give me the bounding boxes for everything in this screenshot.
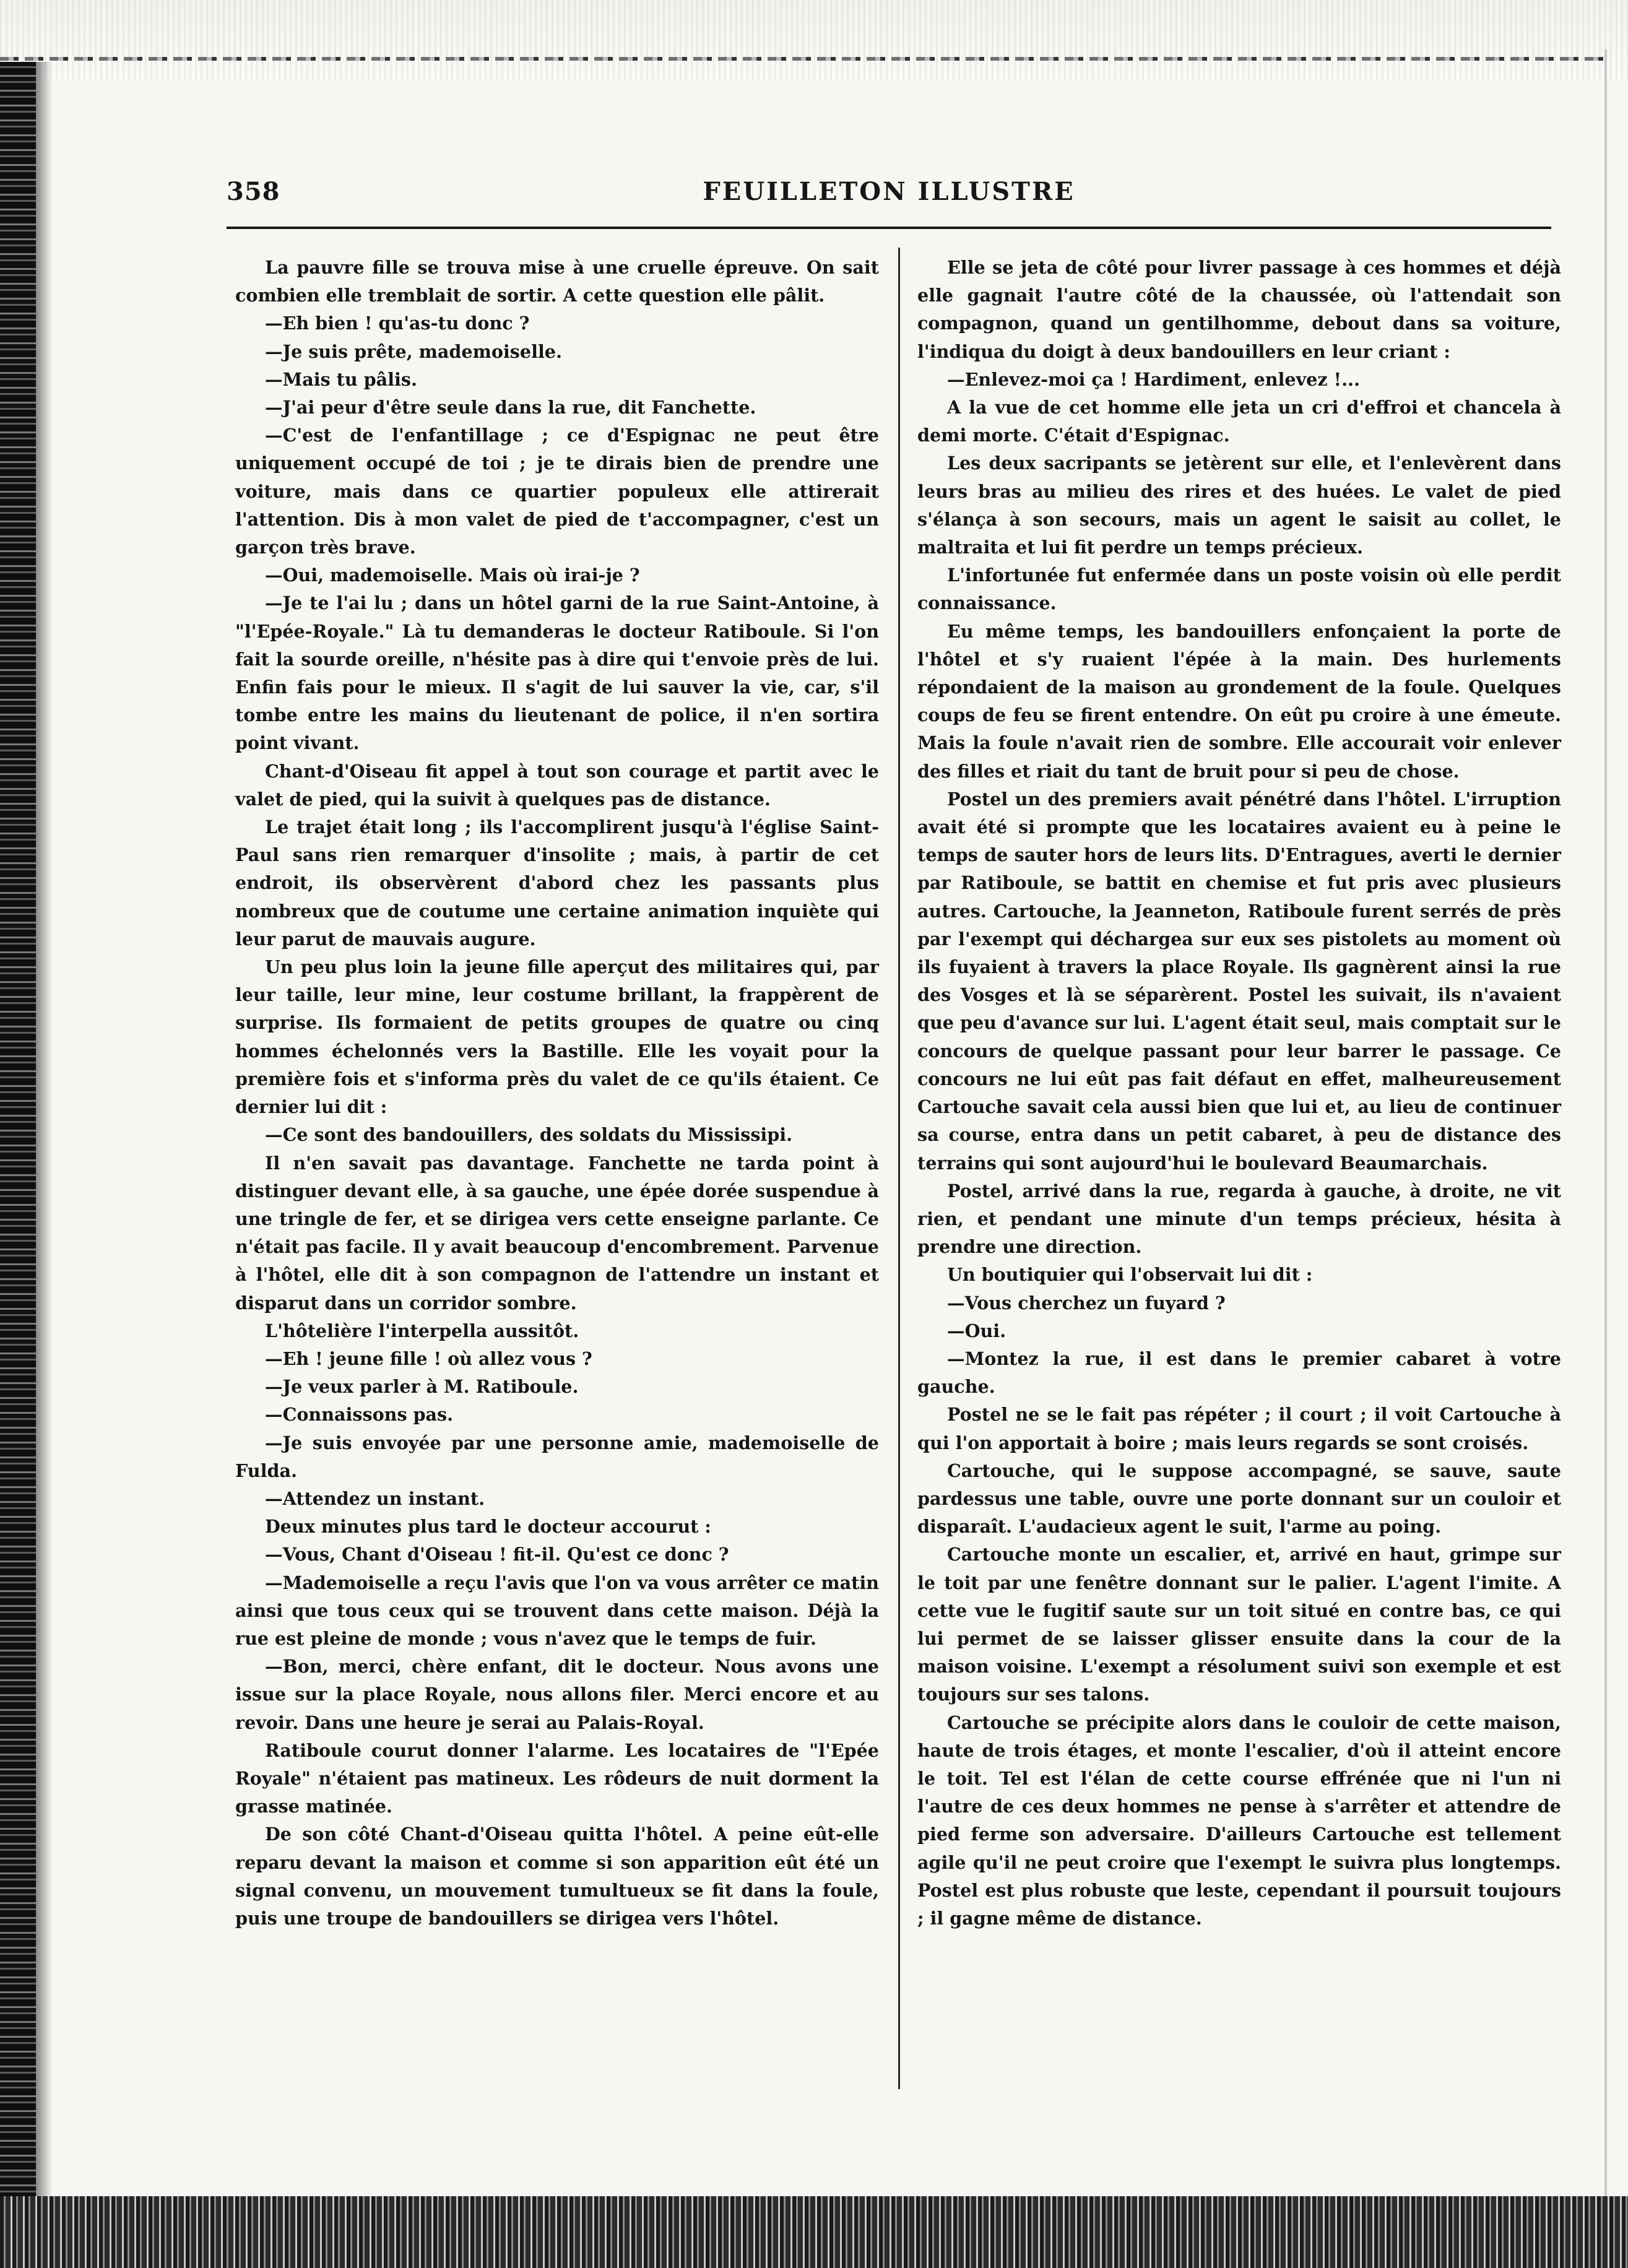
page-number: 358: [227, 177, 280, 206]
text-column-left: [235, 254, 879, 1933]
paragraph: —Mademoiselle a reçu l'avis que l'on va vous arrêter ce matin ainsi que tous ceux qui se trouvent dans cette maison. Déjà la rue est pleine de monde ; vous n'avez que le temps de fuir.: [235, 1572, 879, 1649]
paragraph: —Oui, mademoiselle. Mais où irai-je ?: [265, 565, 640, 586]
scan-left-shadow: [36, 62, 52, 2268]
paragraph: —Eh ! jeune fille ! où allez vous ?: [265, 1348, 592, 1369]
paragraph: Eu même temps, les bandouillers enfonçaient la porte de l'hôtel et s'y ruaient l'épée à la main. Des hurlements répondaient de la maison au grondement de la foule. Quelques coups de feu se firent entendre. On eût pu croire à une émeute. Mais la foule n'avait rien de sombre. Elle accourait voir enlever des filles et riait du tant de bruit pour si peu de chose.: [917, 620, 1561, 782]
paragraph: —Eh bien ! qu'as-tu donc ?: [265, 313, 530, 334]
paragraph: De son côté Chant-d'Oiseau quitta l'hôtel. A peine eût-elle reparu devant la maison et comme si son apparition eût été un signal convenu, un mouvement tumultueux se fit dans la foule, puis une troupe de bandouillers se dirigea vers l'hôtel.: [235, 1824, 879, 1929]
paragraph: —Je suis prête, mademoiselle.: [265, 340, 562, 362]
paragraph: —Oui.: [947, 1320, 1007, 1341]
paragraph: —Vous, Chant d'Oiseau ! fit-il. Qu'est ce donc ?: [265, 1544, 729, 1565]
paragraph: —Vous cherchez un fuyard ?: [947, 1292, 1226, 1314]
paragraph: —Bon, merci, chère enfant, dit le docteur. Nous avons une issue sur la place Royale, nous allons filer. Merci encore et au revoir. Dans une heure je serai au Palais-Royal.: [235, 1656, 879, 1733]
paragraph: —Je suis envoyée par une personne amie, mademoiselle de Fulda.: [235, 1432, 879, 1481]
paragraph: Cartouche monte un escalier, et, arrivé en haut, grimpe sur le toit par une fenêtre donnant sur le palier. L'agent l'imite. A cette vue le fugitif saute sur un toit situé en contre bas, ce qui lui permet de se laisser glisser ensuite dans la cour de la maison voisine. L'exempt a résolument suivi son exemple et est toujours sur ses talons.: [917, 1544, 1561, 1705]
page-header: [227, 177, 1551, 214]
paragraph: —Enlevez-moi ça ! Hardiment, enlevez !...: [947, 368, 1360, 390]
paragraph: Chant-d'Oiseau fit appel à tout son courage et partit avec le valet de pied, qui la suivit à quelques pas de distance.: [235, 760, 879, 810]
paragraph: —Attendez un instant.: [265, 1487, 485, 1509]
header-rule: [227, 227, 1551, 229]
paragraph: —Ce sont des bandouillers, des soldats du Mississipi.: [265, 1124, 793, 1146]
paragraph: Un boutiquier qui l'observait lui dit :: [947, 1264, 1313, 1286]
paragraph: Ratiboule courut donner l'alarme. Les locataires de "l'Epée Royale" n'étaient pas matineux. Les rôdeurs de nuit dorment la grasse matinée.: [235, 1739, 879, 1817]
paragraph: L'infortunée fut enfermée dans un poste voisin où elle perdit connaissance.: [917, 565, 1561, 614]
paragraph: —Je te l'ai lu ; dans un hôtel garni de la rue Saint-Antoine, à "l'Epée-Royale." Là tu demanderas le docteur Ratiboule. Si l'on fait la sourde oreille, n'hésite pas à dire qui t'envoie près de lui. Enfin fais pour le mieux. Il s'agit de lui sauver la vie, car, s'il tombe entre les mains du lieutenant de police, il n'en sortira point vivant.: [235, 592, 879, 754]
paragraph: Cartouche, qui le suppose accompagné, se sauve, saute pardessus une table, ouvre une porte donnant sur un couloir et disparaît. L'audacieux agent le suit, l'arme au poing.: [917, 1460, 1561, 1538]
paragraph: —Je veux parler à M. Ratiboule.: [265, 1376, 579, 1398]
scan-right-edge: [1604, 50, 1607, 2197]
scan-bottom-edge: [0, 2196, 1628, 2268]
paragraph: Deux minutes plus tard le docteur accourut :: [265, 1516, 711, 1538]
scan-top-edge: [0, 0, 1628, 80]
paragraph: —C'est de l'enfantillage ; ce d'Espignac ne peut être uniquement occupé de toi ; je te dirais bien de prendre une voiture, mais dans ce quartier populeux elle attirerait l'attention. Dis à mon valet de pied de t'accompagner, c'est un garçon très brave.: [235, 425, 879, 558]
column-divider: [898, 248, 900, 2089]
paragraph: Postel, arrivé dans la rue, regarda à gauche, à droite, ne vit rien, et pendant une minute d'un temps précieux, hésita à prendre une direction.: [917, 1180, 1561, 1258]
paragraph: Le trajet était long ; ils l'accomplirent jusqu'à l'église Saint-Paul sans rien remarquer d'insolite ; mais, à partir de cet endroit, ils observèrent d'abord chez les passants plus nombreux que de coutume une certaine animation inquiète qui leur parut de mauvais augure.: [235, 816, 879, 950]
paragraph: Elle se jeta de côté pour livrer passage à ces hommes et déjà elle gagnait l'autre côté de la chaussée, où l'attendait son compagnon, quand un gentilhomme, debout dans sa voiture, l'indiqua du doigt à deux bandouillers en leur criant :: [917, 257, 1561, 362]
paragraph: Postel un des premiers avait pénétré dans l'hôtel. L'irruption avait été si prompte que les locataires avaient eu à peine le temps de sauter hors de leurs lits. D'Entragues, averti le dernier par Ratiboule, se battit en chemise et fut pris avec plusieurs autres. Cartouche, la Jeanneton, Ratiboule furent serrés de près par l'exempt qui déchargea sur eux ses pistolets au moment où ils fuyaient à travers la place Royale. Ils gagnèrent ainsi la rue des Vosges et là se séparèrent. Postel les suivait, ils n'avaient que peu d'avance sur lui. L'agent était seul, mais comptait sur le concours de quelque passant pour leur barrer le passage. Ce concours ne lui eût pas fait défaut en effet, malheureusement Cartouche savait cela aussi bien que lui et, au lieu de continuer sa course, entra dans un petit cabaret, à peu de distance des terrains qui sont aujourd'hui le boulevard Beaumarchais.: [917, 788, 1561, 1174]
paragraph: Un peu plus loin la jeune fille aperçut des militaires qui, par leur taille, leur mine, leur costume brillant, la frappèrent de surprise. Ils formaient de petits groupes de quatre ou cinq hommes échelonnés vers la Bastille. Elle les voyait pour la première fois et s'informa près du valet de ce qu'ils étaient. Ce dernier lui dit :: [235, 956, 879, 1118]
paragraph: A la vue de cet homme elle jeta un cri d'effroi et chancela à demi morte. C'était d'Espignac.: [917, 397, 1561, 446]
paragraph: —Montez la rue, il est dans le premier cabaret à votre gauche.: [917, 1348, 1561, 1398]
paragraph: La pauvre fille se trouva mise à une cruelle épreuve. On sait combien elle tremblait de sortir. A cette question elle pâlit.: [235, 257, 879, 306]
running-title: FEUILLETON ILLUSTRE: [703, 177, 1075, 206]
paragraph: Les deux sacripants se jetèrent sur elle, et l'enlevèrent dans leurs bras au milieu des rires et des huées. Le valet de pied s'élança à son secours, mais un agent le saisit au collet, le maltraita et lui fit perdre un temps précieux.: [917, 452, 1561, 558]
scan-left-edge: [0, 62, 36, 2268]
paragraph: Il n'en savait pas davantage. Fanchette ne tarda point à distinguer devant elle, à sa gauche, une épée dorée suspendue à une tringle de fer, et se dirigea vers cette enseigne parlante. Ce n'était pas facile. Il y avait beaucoup d'encombrement. Parvenue à l'hôtel, elle dit à son compagnon de l'attendre un instant et disparut dans un corridor sombre.: [235, 1152, 879, 1314]
paragraph: L'hôtelière l'interpella aussitôt.: [265, 1320, 579, 1341]
paragraph: Postel ne se le fait pas répéter ; il court ; il voit Cartouche à qui l'on apportait à boire ; mais leurs regards se sont croisés.: [917, 1404, 1561, 1453]
paragraph: —J'ai peur d'être seule dans la rue, dit Fanchette.: [265, 397, 756, 418]
scan-top-border: [0, 57, 1609, 61]
text-column-right: [917, 254, 1561, 1933]
paragraph: —Mais tu pâlis.: [265, 368, 417, 390]
paragraph: Cartouche se précipite alors dans le couloir de cette maison, haute de trois étages, et monte l'escalier, d'où il atteint encore le toit. Tel est l'élan de cette course effrénée que ni l'un ni l'autre de ces deux hommes ne pense à s'arrêter et attendre de pied ferme son adversaire. D'ailleurs Cartouche est tellement agile qu'il ne peut croire que l'exempt le suivra plus longtemps. Postel est plus robuste que leste, cependant il poursuit toujours ; il gagne même de distance.: [917, 1712, 1561, 1929]
paragraph: —Connaissons pas.: [265, 1404, 454, 1426]
